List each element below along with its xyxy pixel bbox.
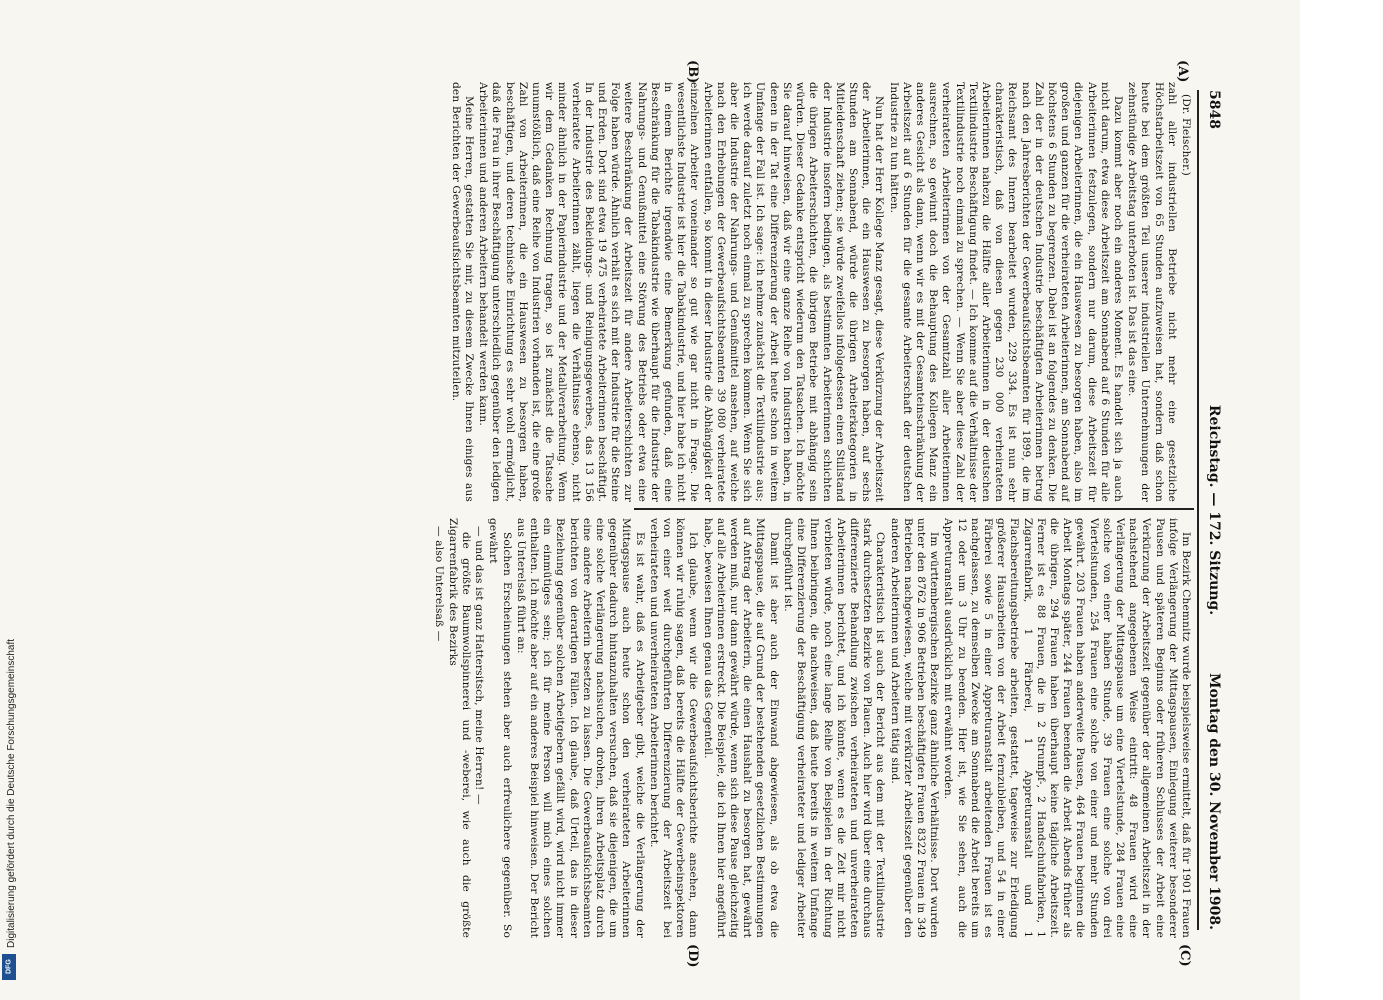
paragraph: Damit ist aber auch der Einwand abgewiesen, als ob etwa die Mittagspause, die auf Grund der bestehenden gesetzlichen Bestimmungen auf Antrag der Arbeiterin, die einen Haushalt zu besorgen hat, gewährt werden muß, nur dann gewährt würde, wenn sich diese Pause gleichzeitig auf alle Arbeiterinnen erstreckt. Die Beispiele, die ich Ihnen hier angeführt habe, beweisen Ihnen genau das Gegenteil. <box>701 518 780 938</box>
paragraph: zahl aller industriellen Betriebe nicht mehr eine gesetzliche Höchstarbeitszeit von 65 Stunden aufzuweisen hat, sondern daß schon heute bei dem größten Teil unserer industriellen Unternehmungen der zehnstündige Arbeitstag unterboten ist. Das ist das eine. <box>1126 82 1178 502</box>
paragraph: Nun hat der Herr Kollege Manz gesagt, diese Verkürzung der Arbeitszeit der Arbeiterinnen, die ein Hauswesen zu besorgen haben, auf sechs Stunden am Sonnabend, würde die übrigen Arbeiterkategorien in Mitleidenschaft ziehen; sie würde zweifellos infolgedessen einen Stillstand der Industrie insofern bedingen, als bestimmten Arbeiterinnen schichten die übrigen Arbeiterschichten, die übrigen Betriebe mit abhängig sein würden. Dieser Gedanke entspricht wiederum den Tatsachen. Ich möchte Sie darauf hinweisen, daß wir eine ganze Reihe von Industrien haben, in denen in der Tat eine Differenzierung der Arbeit heute schon in weitem Umfange der Fall ist. Ich sage: ich nehme zunächst die Textilindustrie aus; ich werde darauf zuletzt noch einmal zu sprechen kommen. Wenn Sie sich aber die Industrie der Nahrungs- und Genußmittel ansehen, auf welche nach den Erhebungen der Gewerbeaufsichtsbeamten 39 080 verheiratete Arbeiterinnen entfallen, so kommt in dieser Industrie die Abhängigkeit der einzelnen Arbeiter voneinander so gut wie gar nicht in Frage. Die wesentlichste Industrie ist hier die Tabakindustrie, und hier habe ich nicht in einem Berichte irgendwie eine Bemerkung gefunden, daß eine Beschränkung für die Tabakindustrie wie überhaupt für die Industrie der Nahrungs- und Genußmittel eine Störung des Betriebs oder etwa eine weitere Beschränkung der Arbeitszeit für andere Arbeiterschichten zur Folge haben würde. Ähnlich verhält es sich mit der Industrie für die Steine und Erden. Dort sind etwa 19 475 verheiratete Arbeiterinnen beschäftigt. In der Industrie des Bekleidungs- und Reinigungsgewerbes, das 13 156 verheiratete Arbeiterinnen zählt, liegen die Verhältnisse ebenso, nicht minder ähnlich in der Papierindustrie und der Metallverarbeitung. Wenn wir dem Gedanken Rechnung tragen, so ist zunächst die Tatsache unumstößlich, daß eine Reihe von Industrien vorhanden ist, die eine große Zahl von Arbeiterinnen, die ein Hauswesen zu besorgen haben, beschäftigen, und deren technische Einrichtung es sehr wohl ermöglicht, daß die Frau in ihrer Beschäftigung unterschiedlich gegenüber den ledigen Arbeiterinnen und anderen Arbeitern behandelt werden kann. <box>477 82 886 502</box>
paragraph: Ich glaube, wenn wir die Gewerbeaufsichtsberichte ansehen, dann können wir ruhig sagen, daß bereits die Hälfte der Gewerbeinspektoren von einer weit durchgeführten Differenzierung der Arbeitszeit bei verheirateten und unverheirateten Arbeiterinnen berichtet. <box>647 518 700 938</box>
margin-letter-d: (D) <box>685 944 700 968</box>
paragraph: Dazu kommt aber noch ein anderes Moment. Es handelt sich ja auch nicht darum, etwa diese Arbeitszeit am Sonnabend auf 6 Stunden für alle Arbeiterinnen festzulegen, sondern nur darum, diese Arbeitszeit für diejenigen Arbeiterinnen, die ein Hauswesen zu besorgen haben, also im großen und ganzen für die verheirateten Arbeiterinnen, am Sonnabend auf höchstens 6 Stunden zu begrenzen. Dabei ist an folgendes zu denken. Die Zahl der in der deutschen Industrie beschäftigten Arbeiterinnen betrug nach den Jahresberichten der Gewerbeaufsichtsbeamten für 1899, die im Reichsamt des Innern bearbeitet wurden, 229 334. Es ist nun sehr charakteristisch, daß von diesen gegen 230 000 verheirateten Arbeiterinnen nahezu die Hälfte aller Arbeiterinnen in der deutschen Textilindustrie Beschäftigung findet. — Ich komme auf die Verhältnisse der Textilindustrie noch einmal zu sprechen. — Wenn Sie aber diese Zahl der verheirateten Arbeiterinnen von der Gesamtzahl aller Arbeiterinnen ausrechnen, so gewinnt doch die Behauptung des Kollegen Manz ein anderes Gesicht als dann, wenn wir es mit der Gesamteinschränkung der Arbeitszeit auf 6 Stunden für die gesamte Arbeiterschaft der deutschen Industrie zu tun hätten. <box>887 82 1124 502</box>
header-rule <box>1198 90 1200 930</box>
column-divider <box>634 508 1194 510</box>
margin-letter-b: (B) <box>685 60 700 84</box>
paragraph: Meine Herren, gestatten Sie mir, zu diesem Zwecke Ihnen einiges aus den Berichten der Gewerbeaufsichtsbeamten mitzuteilen. <box>449 82 476 502</box>
margin-letter-a: (A) <box>1175 60 1190 83</box>
interjection: — also Unterelsaß — <box>432 526 445 642</box>
dfg-logo: DFG <box>2 954 16 980</box>
paragraph: Es ist wahr, daß es Arbeitgeber gibt, welche die Verlängerung der Mittagspause auch heute schon den verheirateten Arbeiterinnen gegenüber dadurch hintanzuhalten versuchen, daß sie diejenigen, die um eine solche Verlängerung nachsuchen, drohen, ihren Arbeitsplatz durch eine andere Arbeiterin besetzen zu lassen. Die Gewerbeaufsichtsbeamten berichten von derartigen Fällen. Ich glaube, daß Urteil, das in dieser Beziehung gegenüber solchen Arbeitgebern gefällt wird, wird nicht immer ein einmütiges sein; ich für meine Person will mich eines solchen enthalten. Ich möchte aber auf ein anderes Beispiel hinweisen. Der Bericht aus Unterelsaß führt an: <box>514 518 646 938</box>
paragraph: die größte Baumwollspinnerei und -weberei, wie auch die größte Zigarrenfabrik des Bezirks <box>446 518 473 938</box>
credit-text: Digitalisierung gefördert durch die Deutsche Forschungsgemeinschaft <box>6 638 17 948</box>
interjection: — und das ist ganz Hattersitsch, meine Herren! — <box>473 526 486 805</box>
paragraph: Im württembergischen Bezirke ganz ähnliche Verhältnisse. Dort wurden unter den 8762 in 906 Betrieben beschäftigten Frauen 8322 Frauen in 349 Betrieben nachgewiesen, welche mit verkürzter Arbeitszeit gegenüber den anderen Arbeiterinnen und Arbeitern tätig sind. <box>888 518 941 938</box>
left-text-column <box>212 82 1192 502</box>
running-title: Reichstag. — 172. Sitzung. <box>1206 404 1222 616</box>
margin-letter-c: (C) <box>1177 944 1192 967</box>
session-date: Montag den 30. November 1908. <box>1206 673 1222 930</box>
page-header <box>1198 90 1222 930</box>
speaker-label: (Dr. Fleischer.) <box>1180 94 1192 176</box>
paragraph: Im Bezirk Chemnitz wurde beispielsweise ermittelt, daß für 1901 Frauen infolge Verlängerung der Mittagspausen, Einlegung weiterer besonderer Pausen und späteren Beginns oder früheren Schlusses der Arbeit eine Verkürzung der Arbeitszeit gegenüber der allgemeinen Arbeitszeit in der nachstehend angegebenen Weise eintritt: 48 Frauen wird eine Verlängerung der Mittagspause um eine Viertelstunde, 284 Frauen eine solche von einer halben Stunde, 39 Frauen eine solche von drei Viertelstunden, 254 Frauen eine solche von einer und mehr Stunden gewährt. 203 Frauen haben anderweite Pausen, 464 Frauen beginnen die Arbeit Montags später, 244 Frauen beenden die Arbeit Abends früher als die übrigen, 294 Frauen haben überhaupt keine tägliche Arbeitszeit. Ferner ist es 88 Frauen, die in 2 Strumpf-, 2 Handschuhfabriken, 1 Zigarrenfabrik, 1 Färberei, 1 Appreturanstalt und 1 Flachsbereitungsbetriebe arbeiten, gestattet, tageweise zur Erledigung größerer Hausarbeiten von der Arbeit fernzubleiben, und 54 in einer Färberei sowie 5 in einer Appreturanstalt arbeitenden Frauen ist es nachgelassen, zu demselben Zwecke am Sonnabend die Arbeit bereits um 12 oder um 3 Uhr zu beenden. Hier ist, wie Sie sehen, auch die Appreturanstalt ausdrücklich mit erwähnt worden. <box>942 518 1192 938</box>
paragraph: Solchen Erscheinungen stehen aber auch erfreulichere gegenüber. So gewährt <box>487 518 513 938</box>
page-number: 5848 <box>1206 90 1222 129</box>
digitization-credit <box>0 0 20 988</box>
paragraph: Charakteristisch ist auch der Bericht aus dem mit der Textilindustrie stark durchsetzten Bezirke von Plauen. Auch hier wird über eine durchaus differenzierte Behandlung zwischen verheirateten und unverheirateten Arbeiterinnen berichtet, und ich könnte, wenn es die Zeit mir nicht verbieten würde, noch eine lange Reihe von Beispielen in der Richtung Ihnen beibringen, die nachweisen, daß heute bereits in weitem Umfange eine Differenzierung der Beschäftigung verheirateter und lediger Arbeiter durchgeführt ist. <box>781 518 887 938</box>
right-text-column <box>212 518 1192 938</box>
